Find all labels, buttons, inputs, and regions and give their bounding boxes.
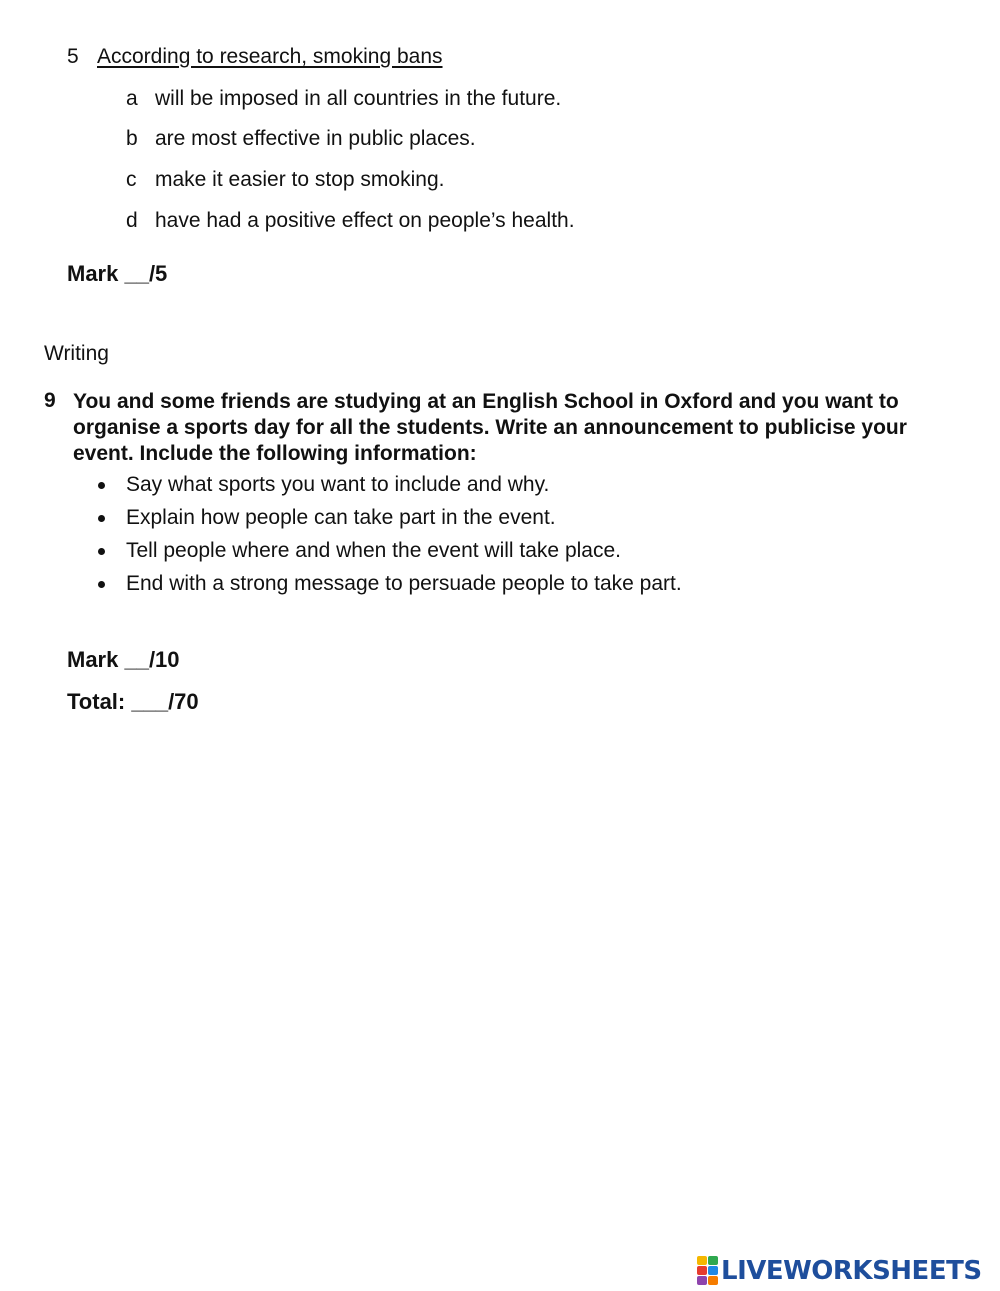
logo-blocks-icon xyxy=(697,1256,719,1286)
option-b-text[interactable]: are most effective in public places. xyxy=(155,127,476,150)
bullet-icon xyxy=(98,548,105,555)
option-d-letter: d xyxy=(126,209,138,232)
option-c-text[interactable]: make it easier to stop smoking. xyxy=(155,168,445,191)
question-5-stem: According to research, smoking bans xyxy=(97,45,443,68)
bullet-text: Tell people where and when the event will take place. xyxy=(126,539,621,562)
bullet-icon xyxy=(98,482,105,489)
logo-block xyxy=(708,1256,718,1265)
section-title-writing: Writing xyxy=(44,342,109,365)
logo-block xyxy=(708,1276,718,1285)
bullet-icon xyxy=(98,515,105,522)
total-score: Total: ___/70 xyxy=(67,689,199,714)
liveworksheets-logo xyxy=(697,1255,982,1287)
logo-block xyxy=(708,1266,718,1275)
logo-text: LIVEWORKSHEETS xyxy=(721,1256,982,1286)
question-9-number: 9 xyxy=(44,389,56,412)
logo-block xyxy=(697,1266,707,1275)
logo-block xyxy=(697,1276,707,1285)
option-a-letter: a xyxy=(126,87,138,110)
option-b-letter: b xyxy=(126,127,138,150)
question-5-number: 5 xyxy=(67,45,79,68)
bullet-text: End with a strong message to persuade people to take part. xyxy=(126,572,682,595)
bullet-text: Say what sports you want to include and why. xyxy=(126,473,550,496)
bullet-icon xyxy=(98,581,105,588)
option-a-text[interactable]: will be imposed in all countries in the future. xyxy=(155,87,562,110)
logo-block xyxy=(697,1256,707,1265)
option-c-letter: c xyxy=(126,168,137,191)
bullet-text: Explain how people can take part in the event. xyxy=(126,506,556,529)
writing-mark: Mark __/10 xyxy=(67,647,180,672)
question-5-mark: Mark __/5 xyxy=(67,261,168,286)
option-d-text[interactable]: have had a positive effect on people’s health. xyxy=(155,209,575,232)
question-9-prompt: You and some friends are studying at an English School in Oxford and you want to organise a sports day for all the students. Write an announcement to publicise your event. Include the following information: xyxy=(73,390,907,465)
